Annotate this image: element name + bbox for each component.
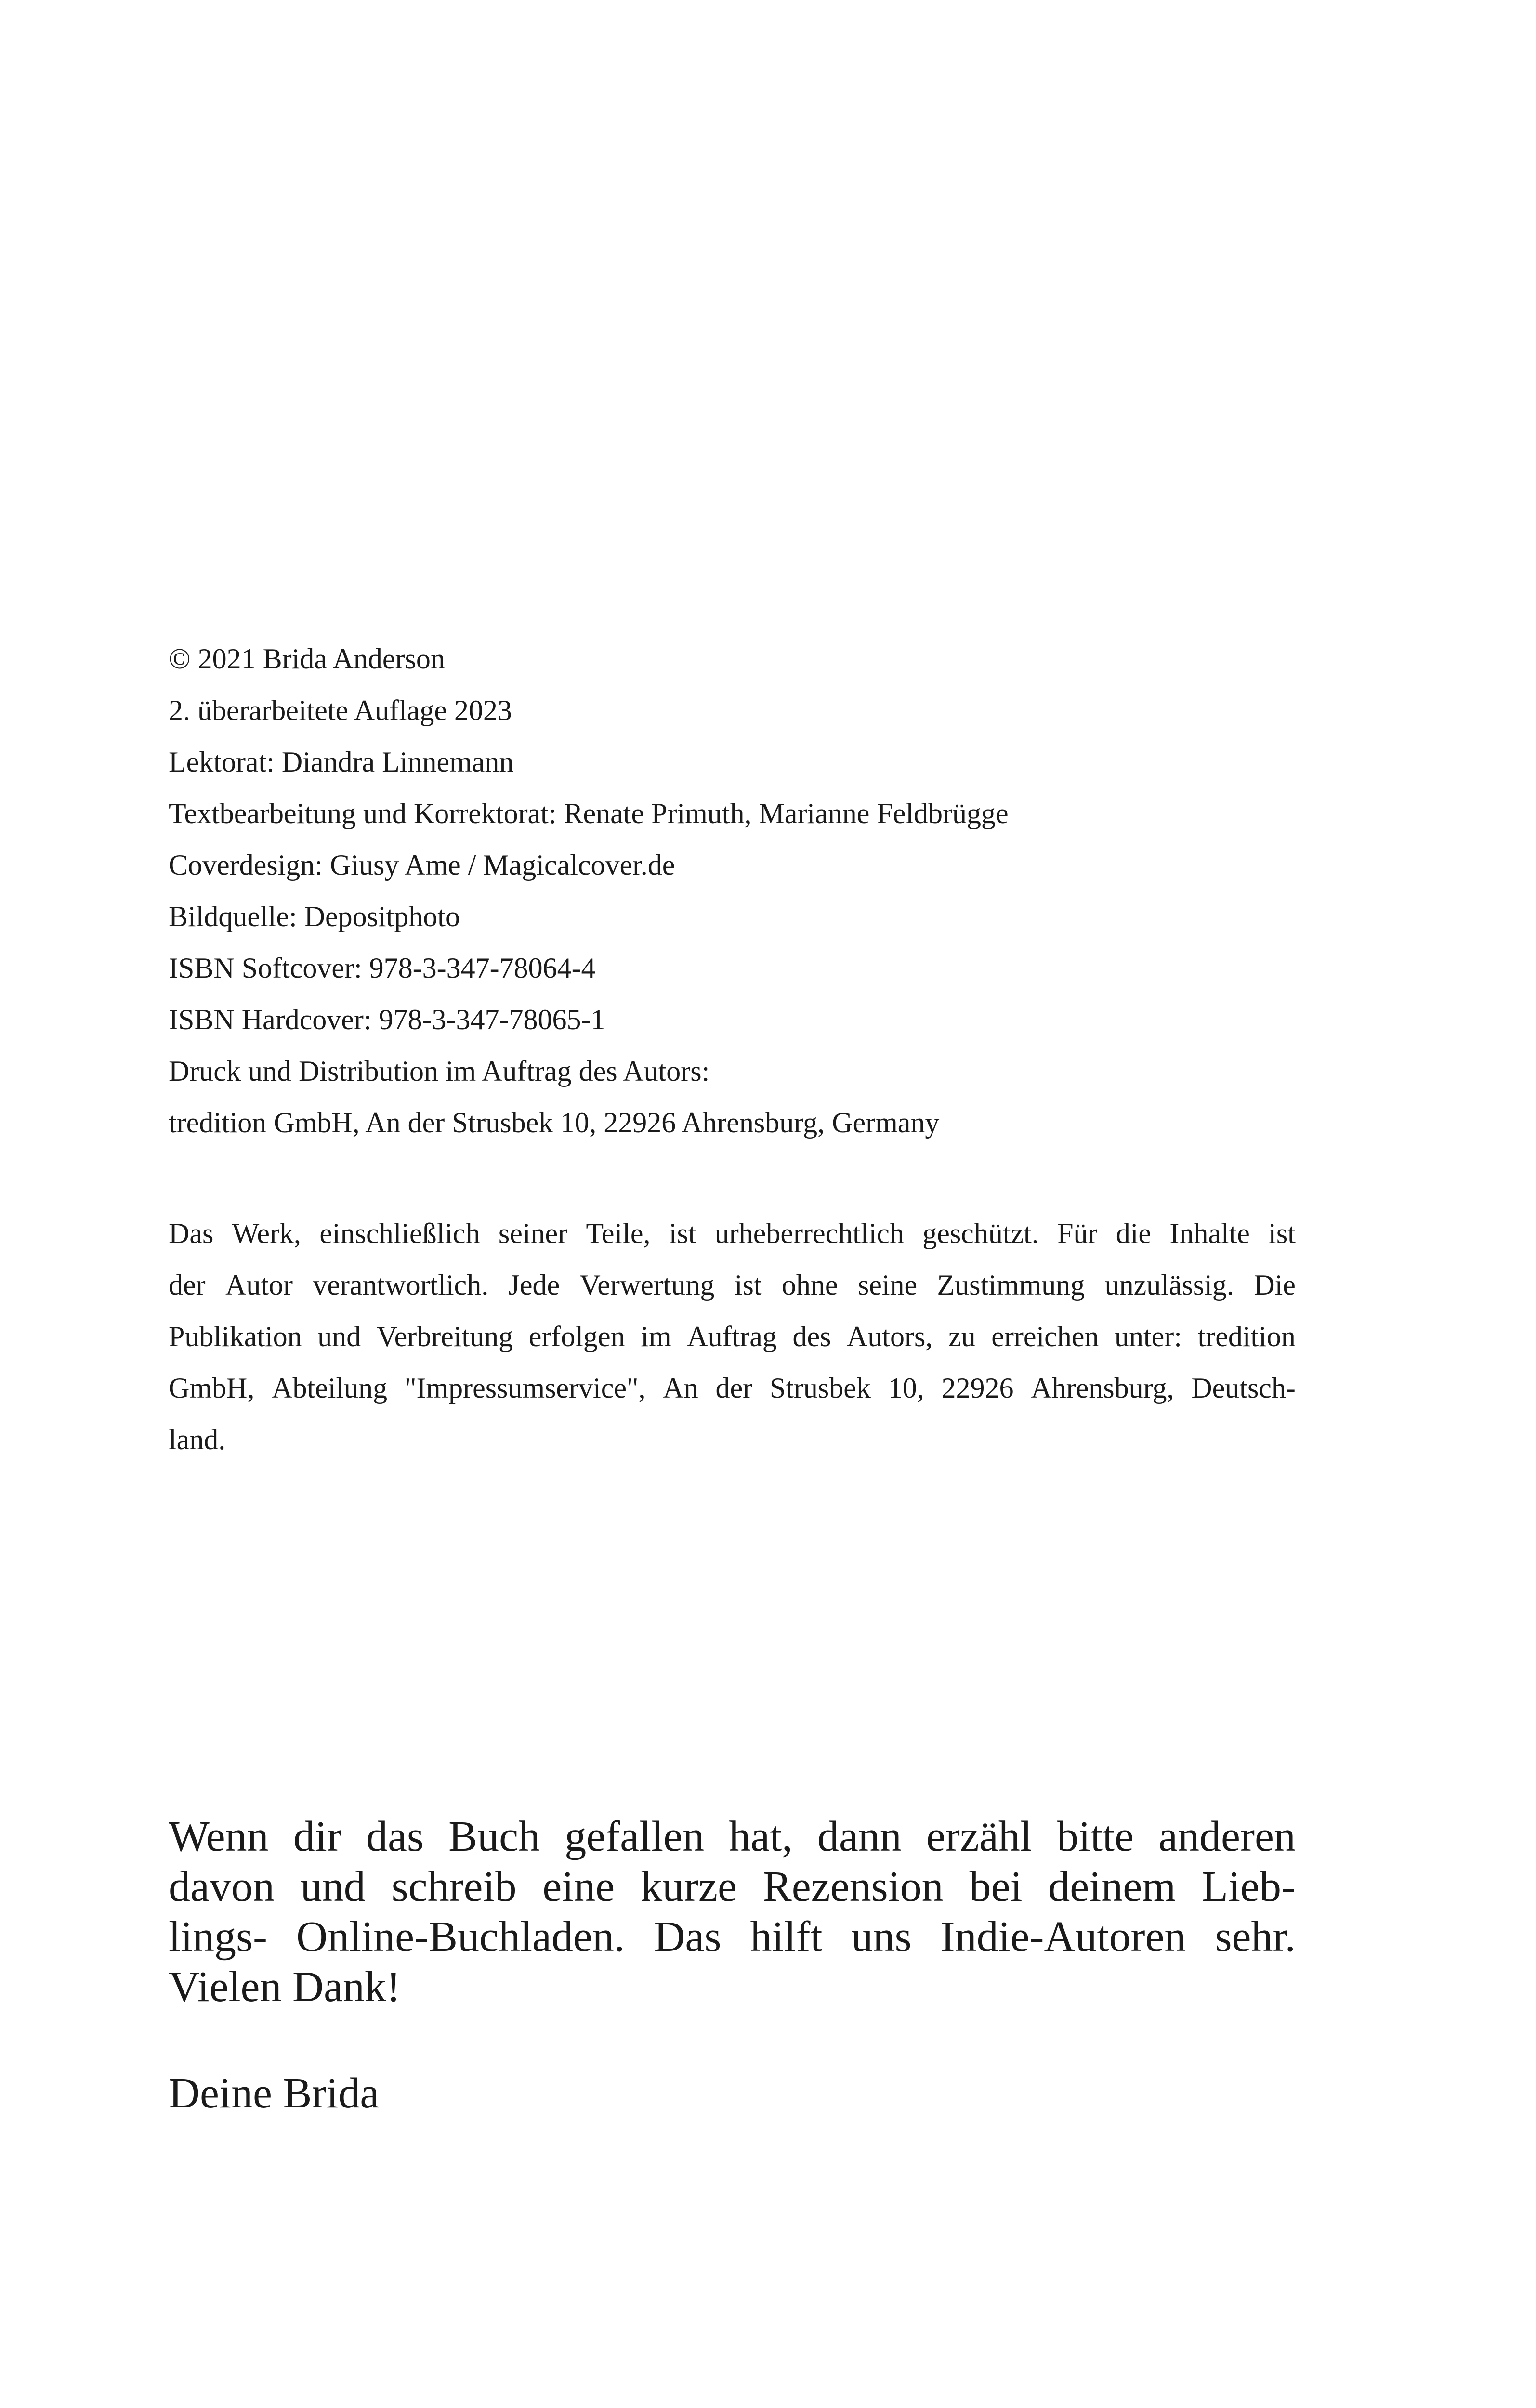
word: zu: [948, 1321, 976, 1352]
image-source-line: Bildquelle: Depositphoto: [169, 901, 460, 932]
publisher-address-line: tredition GmbH, An der Strusbek 10, 22926 Ahrensburg, Germany: [169, 1107, 940, 1139]
word: Auftrag: [687, 1321, 777, 1352]
word: Deutsch-: [1191, 1372, 1296, 1404]
word: 10,: [888, 1372, 924, 1404]
word: einschließlich: [319, 1217, 480, 1249]
word: ist: [1268, 1217, 1296, 1249]
word: Lieb-: [1202, 1863, 1296, 1911]
word: bei: [969, 1863, 1023, 1911]
word: 22926: [941, 1372, 1014, 1404]
word: verantwortlich.: [313, 1269, 489, 1301]
word: "Impressumservice",: [404, 1372, 646, 1404]
legal-notice: [169, 1208, 1296, 1466]
legal-notice-line: land.: [169, 1424, 226, 1455]
word: deinem: [1048, 1863, 1176, 1911]
word: Strusbek: [769, 1372, 871, 1404]
word: ist: [669, 1217, 696, 1249]
word: geschützt.: [922, 1217, 1039, 1249]
word: seiner: [498, 1217, 568, 1249]
word: Buch: [448, 1813, 540, 1860]
word: ohne: [781, 1269, 838, 1301]
word: ist: [734, 1269, 762, 1301]
review-appeal-line: [169, 1862, 1296, 1912]
word: unzulässig.: [1104, 1269, 1234, 1301]
word: hat,: [729, 1813, 793, 1860]
word: seine: [857, 1269, 918, 1301]
word: Teile,: [586, 1217, 651, 1249]
word: Verbreitung: [376, 1321, 513, 1352]
word: Ahrensburg,: [1031, 1372, 1174, 1404]
word: Das: [654, 1913, 722, 1961]
distribution-line: Druck und Distribution im Auftrag des Autors:: [169, 1055, 710, 1087]
word: Zustimmung: [937, 1269, 1085, 1301]
legal-notice-line: [169, 1208, 1296, 1259]
word: An: [663, 1372, 698, 1404]
word: lings-: [169, 1913, 268, 1961]
word: Die: [1254, 1269, 1296, 1301]
word: Jede: [508, 1269, 560, 1301]
word: erzähl: [926, 1813, 1032, 1860]
word: der: [169, 1269, 206, 1301]
proofreading-credit-line: Textbearbeitung und Korrektorat: Renate Primuth, Marianne Feldbrügge: [169, 798, 1009, 829]
word: erreichen: [991, 1321, 1099, 1352]
word: bitte: [1056, 1813, 1134, 1860]
review-appeal-line: Vielen Dank!: [169, 1963, 401, 2011]
word: erfolgen: [528, 1321, 625, 1352]
word: Inhalte: [1169, 1217, 1250, 1249]
word: anderen: [1158, 1813, 1296, 1860]
word: hilft: [750, 1913, 823, 1961]
review-appeal-line: [169, 1912, 1296, 1962]
word: tredition: [1197, 1321, 1296, 1352]
review-appeal-line: [169, 1812, 1296, 1862]
word: sehr.: [1215, 1913, 1296, 1961]
word: uns: [851, 1913, 912, 1961]
editing-credit-line: Lektorat: Diandra Linnemann: [169, 746, 514, 778]
word: dir: [293, 1813, 341, 1860]
word: im: [641, 1321, 671, 1352]
review-appeal: [169, 1812, 1296, 2012]
word: gefallen: [565, 1813, 705, 1860]
word: Indie-Autoren: [940, 1913, 1186, 1961]
word: kurze: [641, 1863, 737, 1911]
word: das: [366, 1813, 424, 1860]
word: Das: [169, 1217, 214, 1249]
word: dann: [817, 1813, 902, 1860]
word: unter:: [1115, 1321, 1182, 1352]
word: Abteilung: [272, 1372, 388, 1404]
word: Rezension: [762, 1863, 944, 1911]
edition-line: 2. überarbeitete Auflage 2023: [169, 694, 512, 726]
word: Verwertung: [579, 1269, 715, 1301]
word: Werk,: [232, 1217, 302, 1249]
word: Autors,: [847, 1321, 933, 1352]
legal-notice-line: [169, 1311, 1296, 1362]
copyright-line: © 2021 Brida Anderson: [169, 643, 445, 675]
word: schreib: [391, 1863, 517, 1911]
word: und: [317, 1321, 361, 1352]
word: der: [715, 1372, 753, 1404]
word: Publikation: [169, 1321, 302, 1352]
word: des: [792, 1321, 831, 1352]
author-signature: Deine Brida: [169, 2069, 380, 2117]
word: eine: [542, 1863, 615, 1911]
isbn-hardcover-line: ISBN Hardcover: 978-3-347-78065-1: [169, 1004, 605, 1035]
word: Online-Buchladen.: [296, 1913, 625, 1961]
imprint-block: [169, 633, 1296, 1149]
word: davon: [169, 1863, 275, 1911]
isbn-softcover-line: ISBN Softcover: 978-3-347-78064-4: [169, 952, 596, 984]
word: Wenn: [169, 1813, 269, 1860]
cover-design-credit-line: Coverdesign: Giusy Ame / Magicalcover.de: [169, 849, 675, 881]
legal-notice-line: [169, 1259, 1296, 1311]
word: Für: [1057, 1217, 1098, 1249]
word: die: [1116, 1217, 1152, 1249]
word: GmbH,: [169, 1372, 255, 1404]
word: Autor: [225, 1269, 293, 1301]
legal-notice-line: [169, 1362, 1296, 1414]
word: und: [300, 1863, 366, 1911]
word: urheberrechtlich: [714, 1217, 904, 1249]
